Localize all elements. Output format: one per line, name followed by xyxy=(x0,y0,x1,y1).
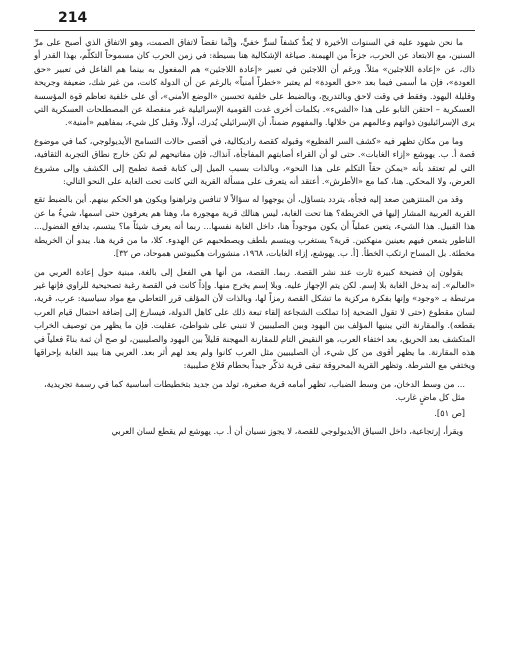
header-rule xyxy=(34,30,475,31)
paragraph: وما من مكان تظهر فيه «كشف السر الفظيع» وقبوله كقصة راديكالية، في أقصى حالات التسامح الأيديولوجي، كما في موضوع قصة أ. ب. يهوشع «إزاء الغابات». حتى لو أن القراء أصابتهم المفاجأة، آنذاك، فإن مفاتيحهم لم تكن خارج نطاق التجربة الثقافية، التي لم تعتقد بأنه «يمكن حقاً التكلم على هذا النحو»، وبالذات بسبب الميل إلى كتابة قصة تطمح إلى الكشف وإلى مشروع العرض، ولا المحكي. هنا، كما مع «الأطرش». أعتقد أنه يتعرف على مسألة القرية التي كانت تحت الغابة على النحو التالي: xyxy=(34,135,475,187)
body-text xyxy=(34,36,475,443)
block-quote: ... من وسط الدخان، من وسط الضباب، تظهر أمامه قرية صغيرة، تولد من جديد بتخطيطات أساسية كما في رسمة تجريدية، مثل كل ماضٍ غارب. xyxy=(44,378,465,403)
page-number: 214 xyxy=(58,10,88,26)
paragraph: وقد من المنتزهين صعد إليه فجأة، يتردد بتساؤل، أن يوجهوا له سؤالاً لا تنافس وتراهنوا ويكون هو الحكم بينهم. أين بالضبط تقع القرية العربية المشار إليها في الخريطة؟ هنا تحت الغابة، ليس هنالك قرية مهجورة ما، وهنا هم يعرفون حتى اسمها، شيءٌ ما عن هذا القبيل. هذا الشيء، يتعين عملياً أن يكون موجوداً هنا، داخل الغابة نفسها... ربما أنه يعرف شيئاً ما؟ يبتسم، يدافع الفضول... الناطور يتمعن فيهم بعينين منهكتين. قرية؟ يستغرب ويبتسم بلطف ويصطحبهم عن الهدوء. كلا، ما من قرية هنا. يبدو أن الخريطة مخطئة. بل المساح ارتكب الخطأ. [أ. ب. يهوشع، إزاء الغابات، ١٩٦٨، منشورات هكيبوتس هموحاد، ص ٣٢]. xyxy=(34,194,475,259)
page-bottom-fade xyxy=(0,635,509,653)
paragraph: ويقرأ، إرتجاعية، داخل السياق الأيديولوجي للقصة، لا يجوز نسيان أن أ. ب. يهوشع لم يقطع لسان العربي xyxy=(111,425,463,436)
quote-citation: [ص ٥١]. xyxy=(434,407,465,418)
paragraph: ما نحن شهود عليه في السنوات الأخيرة لا يُعدُّ كشفاً لسرٍّ خفيٍّ، وإنَّما نقضاً لاتفاق الصمت، وهو الاتفاق الذي أصبح على مرِّ السنين، مع الابتعاد عن الحرب، جزءاً من الهيمنة. صياغة الإشكالية هنا بسيطة: في زمن الحرب كان مسموحاً التكلّم، بهذا القدر أو ذاك، عن «إعادة اللاجئين» مثلاً. ورغم أن اللاجئين في تعبير «إعادة اللاجئين» هم المفعول به بينما هم الفاعل في تعبير «حق العودة»، فإن ما أسمى فيما بعد «حق العودة» لم يعتبر «خطراً أمنياً» بالرغم عن أن الدولة كانت، من غير شك، ضعيفة وجريحة وقليلة اليهود. وفقط في وقت لاحق وبالتدريج، وبالضبط على خلفية تحسين «الوضع الأمني»، أي على خلفية تعاظم قوة المؤسسة العسكرية – احتقن التابو على هذا «الشيء». بكلمات أخرى غدت القومية الإسرائيلية غير منفصلة عن المصطلحات العسكرية التي يرى الإسرائيليون ذواتهم وعالمهم من خلالها. والمفهوم ضمناً، أن الإسرائيلي يُدرك، أولاً، وقبل كل شيء، بمفاهيم «أمنية». xyxy=(34,37,475,128)
paragraph: يقولون إن فضيحة كبيرة ثارت عند نشر القصة. ربما. القصة، من أنها هي الفعل إلى بالغة، مبنية حول إعادة العربي من «العالم». إنه يدخل الغابة بلا إسم. لكن يتم الإجهاز عليه. وبلا إسم يخرج منها. وإذاً كانت في القصة رغبة تصحيحية للراوي فإنها غير مرتبطة بـ «وجود» وإنها بفكرة مركزية ما تشكل القصة رمزاً لها، وبالذات لأن المؤلف قرر التعاطي مع مواد سياسية: عرب، قرية، لسان مقطوع (حتى لا تقول الضحية إذا تملكت الشجاعة إلقاء تبعة ذلك على كاهل الدولة، فيسارع إلى إضافة احتمال قيام العرب بقطعه). والمقارنة التي يبنيها المؤلف بين اليهود وبين الصليبيين لا تنبني على شواطئ، عقليت. فإن ما يظهر من توصيف الخراب المتكشف بعد الحريق، بعد اختفاء العرب، هو النقيض التام للمقارنة المهجنة قليلاً بين اليهود والصليبيين، لو صح أن ثمة بناءً فعلياً في هذه المقارنة. ما يظهر أقوى من كل شيء، أن الصليبيين مثل العرب كانوا ولم يعد لهم أثر بعد. العربي هنا يبيد الغابة بإحراقها ويختفي مع الشرطة. وتظهر القرية المحروقة تبقى قرية تذكّر جيداً بحطام قلاع صليبية: xyxy=(33,266,475,371)
